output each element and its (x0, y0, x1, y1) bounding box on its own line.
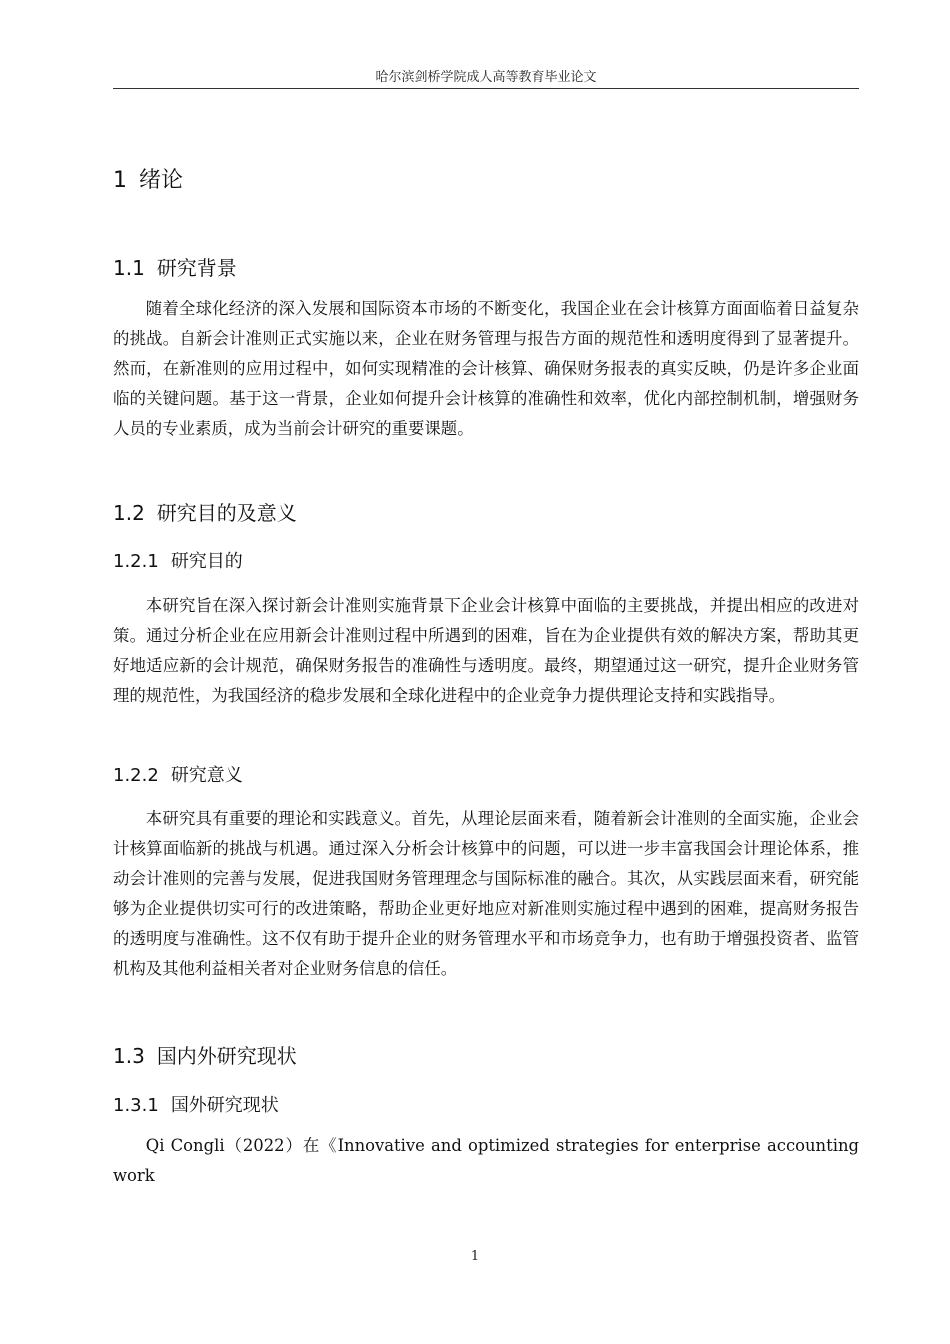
subsection-number: 1.2.1 (113, 551, 159, 572)
section-title: 研究目的及意义 (156, 501, 297, 525)
subsection-title: 研究目的 (170, 551, 243, 572)
subsection-title: 国外研究现状 (170, 1095, 279, 1116)
section-number: 1.3 (113, 1044, 145, 1068)
section-heading-1-1 (113, 252, 237, 281)
subsection-number: 1.3.1 (113, 1095, 159, 1116)
subsection-heading-1-3-1 (113, 1091, 279, 1117)
paragraph-research-background: 随着全球化经济的深入发展和国际资本市场的不断变化，我国企业在会计核算方面面临着日益复杂的挑战。自新会计准则正式实施以来，企业在财务管理与报告方面的规范性和透明度得到了显著提升。然而，在新准则的应用过程中，如何实现精准的会计核算、确保财务报表的真实反映，仍是许多企业面临的关键问题。基于这一背景，企业如何提升会计核算的准确性和效率，优化内部控制机制，增强财务人员的专业素质，成为当前会计研究的重要课题。 (113, 299, 859, 438)
chapter-heading (113, 163, 183, 194)
header-divider (113, 88, 859, 89)
subsection-heading-1-2-2 (113, 761, 243, 787)
page-number: 1 (470, 1249, 480, 1264)
section-heading-1-2 (113, 497, 297, 526)
paragraph-research-purpose: 本研究旨在深入探讨新会计准则实施背景下企业会计核算中面临的主要挑战，并提出相应的改进对策。通过分析企业在应用新会计准则过程中所遇到的困难，旨在为企业提供有效的解决方案，帮助其更好地适应新的会计规范，确保财务报告的准确性与透明度。最终，期望通过这一研究，提升企业财务管理的规范性，为我国经济的稳步发展和全球化进程中的企业竞争力提供理论支持和实践指导。 (113, 596, 859, 705)
chapter-title: 绪论 (139, 168, 184, 193)
subsection-number: 1.2.2 (113, 765, 159, 786)
section-number: 1.1 (113, 256, 145, 280)
running-header: 哈尔滨剑桥学院成人高等教育毕业论文 (375, 70, 597, 85)
section-title: 研究背景 (156, 256, 237, 280)
chapter-number: 1 (113, 168, 127, 193)
section-heading-1-3 (113, 1040, 297, 1069)
paragraph-foreign-research: Qi Congli（2022）在《Innovative and optimized strategies for enterprise accounting work (113, 1136, 859, 1185)
subsection-title: 研究意义 (170, 765, 243, 786)
subsection-heading-1-2-1 (113, 547, 243, 573)
section-number: 1.2 (113, 501, 145, 525)
section-title: 国内外研究现状 (156, 1044, 297, 1068)
paragraph-research-significance: 本研究具有重要的理论和实践意义。首先，从理论层面来看，随着新会计准则的全面实施，企业会计核算面临新的挑战与机遇。通过深入分析会计核算中的问题，可以进一步丰富我国会计理论体系，推动会计准则的完善与发展，促进我国财务管理理念与国际标准的融合。其次，从实践层面来看，研究能够为企业提供切实可行的改进策略，帮助企业更好地应对新准则实施过程中遇到的困难，提高财务报告的透明度与准确性。这不仅有助于提升企业的财务管理水平和市场竞争力，也有助于增强投资者、监管机构及其他利益相关者对企业财务信息的信任。 (113, 809, 859, 978)
